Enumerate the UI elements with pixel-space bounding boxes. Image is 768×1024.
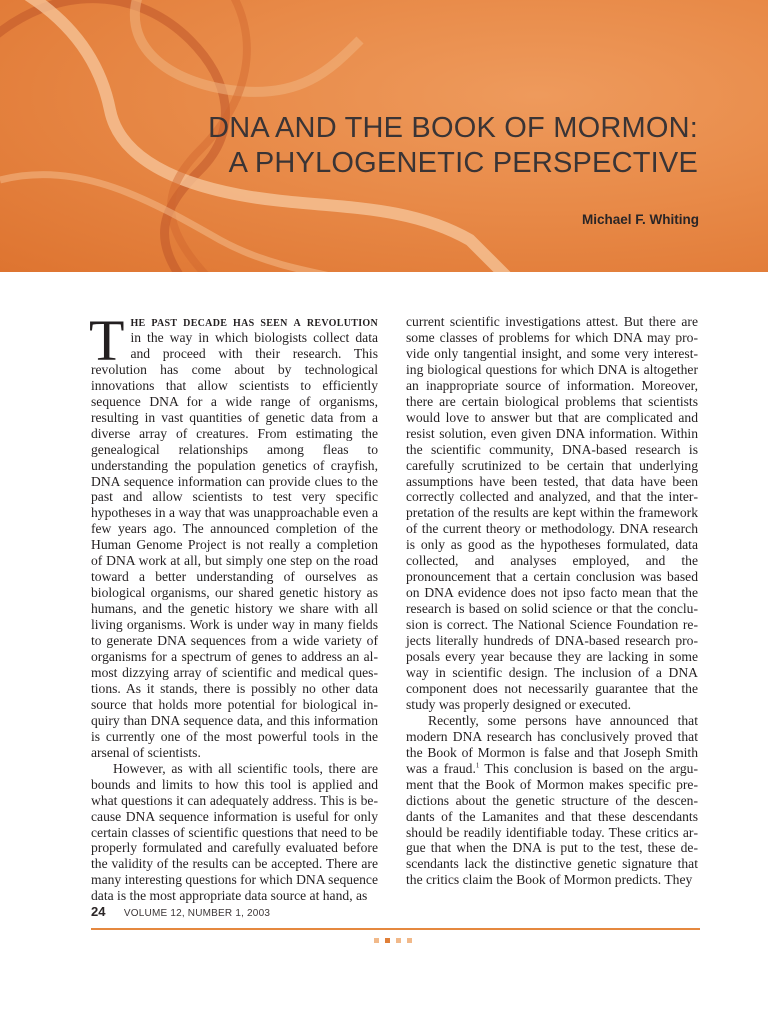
ornament-dot (374, 938, 379, 943)
article-title-line1: DNA AND THE BOOK OF MORMON: (208, 112, 698, 144)
page-number: 24 (91, 904, 106, 919)
lead-in: he past decade has seen a revolution (130, 314, 378, 329)
ornament-dot (407, 938, 412, 943)
footer-rule (91, 928, 700, 930)
paragraph (89, 308, 378, 761)
paragraph: However, as with all scientific tools, there are bounds and limits to how this tool is applied and what questions it can adequately address. This is because DNA sequence information is useful for only certain classes of scientific questions that need to be properly formulated and carefully evaluated before the validity of the results can be accepted. There are many interesting questions for which DNA sequence data is the most appropriate data source at hand, as (91, 760, 378, 904)
paragraph: current scientific investigations attest. But there are some classes of problems for which DNA may provide only tangential insight, and some very interesting biological questions for which DNA is altogether an inappropriate source of information. Moreover, there are certain biological problems that scientists would love to answer but that are complicated and resist solution, even given DNA information. Within the scientific community, DNA-based research is carefully scrutinized to be certain that underlying assumptions have been tested, that data have been correctly collected and analyzed, and that the interpretation of the results are kept within the framework of the current theory or methodology. DNA research is only as good as the hypotheses formulated, data collected, and analyses employed, and the pronouncement that a certain conclusion was based on DNA evidence does not ipso facto mean that the research is based on solid science or that the conclusion is correct. The National Science Foundation rejects literally hundreds of DNA-based research proposals every year because they are lacking in some way in scientific design. The inclusion of a DNA component does not necessarily guarantee that the study was properly designed or executed. (406, 314, 698, 712)
header-banner (0, 0, 768, 272)
paragraph-text: in the way in which biologists collect data and proceed with their research. This revolution has come about by technological innovations that allow scientists to efficiently sequence DNA for a wide range of organisms, resulting in vast quantities of genetic data from a diverse array of creatures. From estimating the genealogical relationships among fleas to understanding the population genetics of crayfish, DNA sequence information can provide clues to the past and allow scientists to test very specific hypotheses in a way that was unapproachable even a few years ago. The announced completion of the Human Genome Project is not really a completion of DNA work at all, but simply one step on the road toward a better understanding of ourselves as biological organisms, our shared genetic history as humans, and the genetic history we share with all living organisms. Work is under way in many fields to generate DNA sequences from a wide variety of organisms for a spectrum of genes to address an almost dizzying array of scientific and medical questions. As it stands, there is possibly no other data source that holds more potential for biological inquiry than DNA sequence data, and this information is currently one of the most powerful tools in the arsenal of scientists. (91, 329, 378, 760)
article-title-line2: A PHYLOGENETIC PERSPECTIVE (228, 147, 698, 179)
text-column-left (89, 308, 378, 904)
text-column-right (406, 314, 698, 888)
paragraph-text: Recently, some persons have announced that modern DNA research has conclusively proved that the Book of Mormon is false and that Joseph Smith was a fraud. (406, 712, 698, 776)
ornament-dot (385, 938, 390, 943)
paragraph-text: This conclusion is based on the argument that the Book of Mormon makes specific predictions about the genetic structure of the descendants of the Lamanites and that these descendants should be readily identifiable today. These critics argue that when the DNA is put to the test, these descendants lack the distinctive genetic signature that the critics claim the Book of Mormon predicts. They (406, 760, 698, 888)
drop-cap: T (89, 308, 125, 373)
volume-info: VOLUME 12, NUMBER 1, 2003 (123, 908, 271, 919)
page-footer (91, 903, 270, 921)
footer-ornament (374, 938, 412, 943)
paragraph (406, 713, 698, 888)
ornament-dot (396, 938, 401, 943)
author-name: Michael F. Whiting (582, 212, 699, 227)
footnote-marker[interactable]: 1 (475, 761, 480, 770)
